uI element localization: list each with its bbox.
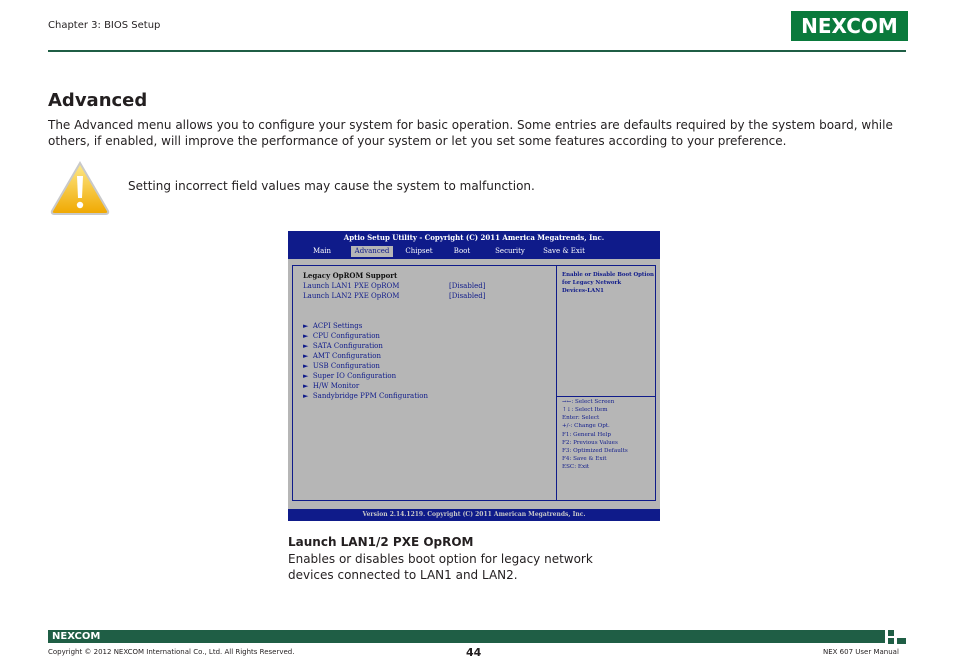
bios-tab-main[interactable]: Main — [312, 247, 332, 255]
manual-name: NEX 607 User Manual — [823, 648, 899, 656]
bios-submenu-label: AMT Configuration — [312, 352, 381, 360]
bios-submenu-item[interactable]: ► USB Configuration — [303, 362, 380, 370]
footer-square — [888, 630, 894, 636]
key-hint: F4: Save & Exit — [562, 456, 607, 463]
bios-submenu-label: Super IO Configuration — [312, 372, 397, 380]
bios-help-divider — [556, 396, 656, 397]
header-rule — [48, 50, 906, 52]
bios-submenu-item[interactable]: ► ACPI Settings — [303, 322, 363, 330]
bios-submenu-label: USB Configuration — [312, 362, 380, 370]
warning-text: Setting incorrect field values may cause the system to malfunction. — [128, 179, 535, 193]
intro-paragraph: The Advanced menu allows you to configure your system for basic operation. Some entries are defaults required by the system board, while others, if enabled, will improve the performance of your system or let you set some features according to your preference. — [48, 118, 893, 148]
bios-panel-divider — [556, 265, 557, 501]
bios-option-lan1-value[interactable]: [Disabled] — [449, 282, 486, 290]
key-hint: F2: Previous Values — [562, 439, 618, 446]
key-hint: F3: Optimized Defaults — [562, 447, 628, 454]
bios-tab-save-exit[interactable]: Save & Exit — [543, 247, 585, 255]
bios-option-lan2[interactable]: Launch LAN2 PXE OpROM — [303, 292, 400, 300]
option-title: Launch LAN1/2 PXE OpROM — [288, 535, 474, 549]
option-description: Enables or disables boot option for legacy network devices connected to LAN1 and LAN2. — [288, 552, 593, 582]
bios-footer-bar: Version 2.14.1219. Copyright (C) 2011 American Megatrends, Inc. — [288, 509, 660, 521]
footer-square — [888, 638, 894, 644]
bios-title-bar: Aptio Setup Utility - Copyright (C) 2011 America Megatrends, Inc. — [288, 231, 660, 244]
bios-menu-bar — [288, 244, 660, 259]
bios-submenu-item[interactable]: ► Super IO Configuration — [303, 372, 397, 380]
help-line: for Legacy Network — [562, 280, 622, 286]
chapter-label: Chapter 3: BIOS Setup — [48, 20, 161, 31]
key-hint: ESC: Exit — [562, 464, 590, 471]
bios-submenu-label: H/W Monitor — [312, 382, 360, 390]
bios-submenu-label: ACPI Settings — [312, 322, 363, 330]
bios-submenu-label: CPU Configuration — [312, 332, 380, 340]
copyright-text: Copyright © 2012 NEXCOM International Co., Ltd. All Rights Reserved. — [48, 648, 295, 656]
help-line: Devices-LAN1 — [562, 288, 604, 294]
bios-screenshot — [288, 231, 660, 521]
bios-section-heading: Legacy OpROM Support — [303, 271, 398, 280]
footer-logo: NEXCOM — [52, 631, 101, 642]
bios-submenu-label: SATA Configuration — [312, 342, 383, 350]
page-title: Advanced — [48, 90, 148, 111]
bios-submenu-item[interactable]: ► H/W Monitor — [303, 382, 360, 390]
bios-tab-advanced[interactable]: Advanced — [351, 246, 393, 257]
key-hint: Enter: Select — [562, 415, 600, 422]
help-line: Enable or Disable Boot Option — [562, 272, 654, 278]
bios-option-lan1[interactable]: Launch LAN1 PXE OpROM — [303, 282, 400, 290]
bios-submenu-item[interactable]: ► Sandybridge PPM Configuration — [303, 392, 428, 400]
bios-tab-chipset[interactable]: Chipset — [405, 247, 433, 255]
bios-tab-security[interactable]: Security — [495, 247, 525, 255]
nexcom-logo — [791, 11, 908, 41]
bios-help-text — [562, 271, 654, 295]
footer-square — [897, 638, 906, 644]
logo-text: NEXCOM — [801, 14, 898, 38]
bios-option-lan2-value[interactable]: [Disabled] — [449, 292, 486, 300]
bios-submenu-item[interactable]: ► CPU Configuration — [303, 332, 380, 340]
bios-key-legend — [562, 398, 628, 471]
footer-bar — [48, 630, 885, 643]
bios-submenu-label: Sandybridge PPM Configuration — [312, 392, 428, 400]
key-hint: +/-: Change Opt. — [562, 423, 610, 430]
page-number: 44 — [466, 646, 482, 659]
key-hint: ↑↓: Select Item — [562, 407, 608, 414]
key-hint: →←: Select Screen — [562, 399, 615, 405]
key-hint: F1: General Help — [562, 431, 611, 438]
bios-submenu-item[interactable]: ► SATA Configuration — [303, 342, 383, 350]
bios-tab-boot[interactable]: Boot — [453, 247, 471, 255]
bios-submenu-item[interactable]: ► AMT Configuration — [303, 352, 381, 360]
warning-icon — [49, 160, 111, 216]
